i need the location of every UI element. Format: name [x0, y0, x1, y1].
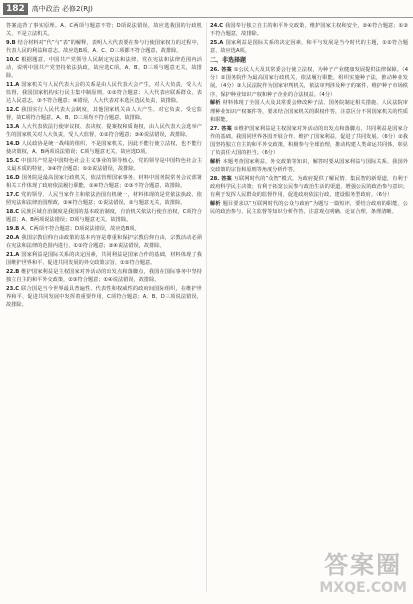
answer-entry — [6, 140, 202, 156]
answer-text: 国家机关与人民代表大会的关系是由人民代表大会产生，对人大负责，受人大监督，我国国家机构实行民主集中制原则，①②符合题意；人大代表应联系群众，表达人民意志，③不符合题意；④错误，人大代表对本选区选民负责，故排除。 — [6, 82, 202, 105]
page-header — [0, 0, 413, 18]
right-column — [210, 22, 408, 217]
question-number: 28. — [210, 175, 220, 182]
answer-entry — [6, 174, 202, 190]
answer-text: 民族区域自治制度是我国的基本政治制度，自治机关依法行使自治权，C项符合题意；A、B两项说法错误；D项与题意无关，故排除。 — [6, 209, 202, 224]
watermark — [319, 545, 407, 596]
answer-text: 本题考查国家利益、外交政策等知识，解答时要从国家利益与国际关系、我国外交政策的宗旨和原则等角度分析作答。 — [210, 158, 408, 173]
book-title: 高中政治 必修2(RJ) — [31, 5, 93, 13]
answer-entry — [6, 22, 202, 38]
answer-text: 互联网时代的“众智”模式，为政府提供了解民情、集民智的新渠道，有利于政府科学民主决策；有利于拓宽公民参与政治生活的渠道，增强公民的政治参与意识；有利于发挥人民群众的监督作用，促进政府依法行政，建设服务型政府。（6分） — [210, 175, 408, 198]
question-number: 10.C — [6, 56, 19, 63]
answer-text: 根据题意，中国共产党领导人民制定宪法和法律，党在宪法和法律范围内活动，说明中国共产党坚持依法执政，故应选C项。A、B、D三项与题意无关，故排除。 — [6, 56, 202, 80]
left-column — [6, 22, 202, 310]
answer-entry — [6, 191, 202, 207]
answer-text: 我国宗教信仰自由政策的基本内容是尊重和保护宗教信仰自由，宗教活动必须在宪法和法律的范围内进行，①②符合题意；③④说法错误，故排除。 — [6, 234, 202, 249]
question-number: 25.A — [210, 39, 224, 46]
answer-entry — [210, 66, 408, 98]
answer-text: 人民政协是统一战线的组织，不是国家机关，因此不能行使立法权，也不能行使决策权，A、B两项说法错误；C项与题意无关，故应选D项。 — [6, 141, 202, 156]
question-number: 27. — [210, 125, 220, 132]
question-number: 13.A — [6, 124, 20, 131]
question-number: 14.D — [6, 141, 20, 148]
answer-text: 我国奉行独立自主的和平外交政策，维护国家主权和安全，②④符合题意；①③不符合题意，故排除。 — [210, 23, 408, 38]
question-number: 11.A — [6, 82, 20, 89]
answer-entry — [6, 234, 202, 250]
answer-entry — [210, 22, 408, 38]
answer-text: 国家利益是国际关系的决定因素，和平与发展是当今时代的主题，①②符合题意，故应选A项。 — [210, 39, 408, 55]
answer-entry — [210, 125, 408, 157]
question-number: 15.C — [6, 158, 19, 165]
answer-entry — [6, 268, 202, 284]
answer-text: 答案违背了事实原理。A、C两项与题意不符；D项说法错误，故应选我国的行政机关，不是立法机关。 — [6, 23, 202, 38]
question-number: 18.C — [6, 209, 19, 216]
answer-label: 答案 — [221, 175, 232, 182]
answer-text: A、C两项不符合题意；D项说法错误，故应选B项。 — [21, 226, 140, 233]
answer-entry — [6, 56, 202, 80]
answer-text: 中国共产党是中国特色社会主义事业的领导核心，党的领导是中国特色社会主义最本质的特征，③④符合题意；①②说法错误，故排除。 — [6, 158, 202, 173]
answer-text: 我国实行人民代表大会制度，其他国家机关由人大产生、对它负责、受它监督，故C项符合题意。A、B、D三项均不符合题意，故排除。 — [6, 107, 202, 122]
question-number: 12.C — [6, 107, 19, 114]
answer-text: 国家利益是国际关系的决定因素，共同利益是国家合作的基础，材料体现了我国维护世界和平、促进共同发展的外交政策宗旨，①②符合题意。 — [6, 251, 202, 266]
answer-entry — [210, 158, 408, 174]
page-number: 182 — [3, 3, 28, 15]
answer-entry — [210, 99, 408, 123]
answer-entry — [6, 225, 202, 233]
answer-text: ①维护国家利益是主权国家对外活动的出发点和落脚点，共同利益是国家合作的基础。我国同世界各国开展合作，维护了国家利益，促进了共同发展。（6分）②我国坚持独立自主的和平外交政策，积极参与全球治理，推动构建人类命运共同体，彰显了负责任大国的担当。（6分） — [210, 125, 408, 156]
answer-label: 答案 — [221, 125, 232, 132]
question-number: 9.B — [6, 39, 16, 46]
answer-entry — [6, 39, 202, 55]
answer-label: 答案 — [221, 67, 232, 74]
answer-entry — [6, 208, 202, 224]
answer-text: 国务院是最高国家行政机关，依法管理国家事务，材料中国务院常务会议部署相关工作体现了政府依法履行职能，①④符合题意；②③不符合题意，故排除。 — [6, 175, 202, 190]
answer-entry — [6, 157, 202, 173]
question-number: 26. — [210, 67, 220, 74]
question-number: 23.C — [6, 285, 19, 292]
header-rule — [0, 17, 413, 18]
answer-text: 材料体现了全国人大及其常委会修改种子法、国务院制定相关措施、人民法院审理种业知识产权案件等，要求结合国家机关的职权作答，注意区分不同国家机关的性质和职能。 — [210, 100, 408, 123]
answer-label: 解析 — [210, 100, 221, 107]
answer-label: 解析 — [210, 200, 221, 207]
question-number: 19.B — [6, 226, 20, 233]
answer-label: 解析 — [210, 158, 221, 165]
answer-text: 党的领导、人民当家作主和依法治国有机统一，材料体现的是党依法执政、依照宪法和法律治国理政，③④符合题意；①说法错误，②与题意无关，故排除。 — [6, 192, 202, 207]
answer-entry — [6, 81, 202, 105]
question-number: 21.A — [6, 251, 20, 258]
section-heading: 二、非选择题 — [210, 57, 247, 65]
question-number: 20.A — [6, 234, 20, 241]
question-number: 24.C — [210, 23, 223, 29]
answer-text: 人大代表依法行使审议权、表决权、提案权和质询权，由人民代表大会选举产生的国家机关对人大负责，受人大监督，①②符合题意；③④说法错误，故排除。 — [6, 124, 202, 139]
answer-entry — [210, 39, 408, 55]
answer-text: 维护国家利益是主权国家对外活动的出发点和落脚点，我国在国际事务中坚持独立自主的和平外交政策，②③符合题意；①④说法错误，故排除。 — [6, 268, 202, 283]
watermark-logo: 答案圈 — [324, 550, 403, 579]
question-number: 16.D — [6, 175, 20, 182]
answer-entry — [6, 251, 202, 267]
answer-text: 题目要求以“互联网时代的公众与政府”为题写一篇短评，要结合政府的职能、公民的政治参与、民主监督等知识分析作答，注意观点明确、论证合理、条理清晰。 — [210, 200, 408, 215]
answer-entry — [210, 175, 408, 199]
answer-entry — [210, 200, 408, 216]
column-divider — [206, 22, 207, 592]
answer-text: 联合国是当今世界最具普遍性、代表性和权威性的政府间国际组织，在维护世界和平、促进共同发展中发挥着重要作用，C项符合题意；A、B、D三项说法错误，故排除。 — [6, 285, 202, 309]
answer-entry — [6, 285, 202, 309]
answer-entry — [6, 106, 202, 122]
answer-text: ①公民人大及其常委会行使立法权，为种子产业健康发展提供法律保障。（4分）②国务院作为最高国家行政机关，依法履行职能，组织实施种子法，推动种业发展。（4分）③人民法院作为国家审判机关，依法审判涉及种子的案件，维护种子市场秩序，保护种业知识产权和种子企业的合法权益。（4分） — [210, 67, 408, 98]
answer-entry — [6, 123, 202, 139]
question-number: 22.B — [6, 268, 20, 275]
answer-text: 结合材料对“代”与“表”的解释，表明人大代表要在参与行使国家权力的过程中，代表人民的利益和意志。故应选B项。A、C、D三项都不符合题意，故排除。 — [6, 39, 202, 55]
watermark-url: MXQE.COM — [319, 580, 407, 596]
question-number: 17.C — [6, 192, 19, 199]
